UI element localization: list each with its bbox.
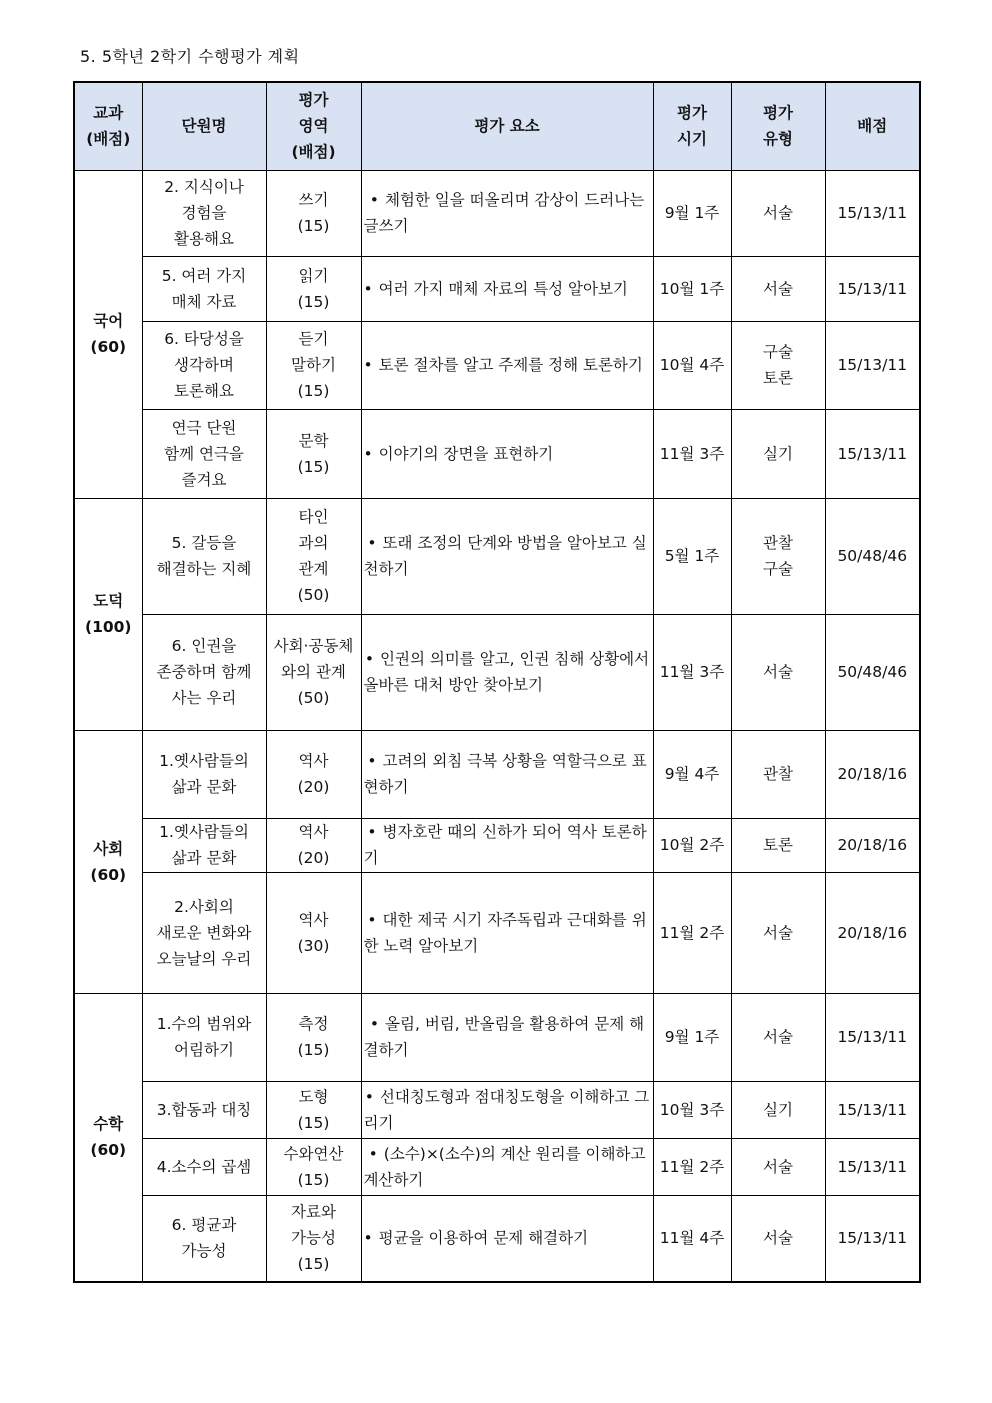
area-cell: 사회·공동체 와의 관계 (50) bbox=[266, 614, 361, 730]
header-type: 평가 유형 bbox=[731, 82, 825, 170]
element-cell bbox=[361, 1081, 653, 1138]
element-text: 올림, 버림, 반올림을 활용하여 문제 해결하기 bbox=[363, 1015, 645, 1059]
page-heading: 5. 5학년 2학기 수행평가 계획 bbox=[80, 47, 300, 66]
subject-cell: 사회 (60) bbox=[74, 730, 142, 993]
subject-cell: 수학 (60) bbox=[74, 993, 142, 1282]
element-text: 체험한 일을 떠올리며 감상이 드러나는 글쓰기 bbox=[363, 191, 645, 235]
period-cell: 9월 4주 bbox=[653, 730, 731, 818]
table-row bbox=[74, 498, 920, 614]
area-cell: 자료와 가능성 (15) bbox=[266, 1195, 361, 1282]
period-cell: 10월 2주 bbox=[653, 818, 731, 872]
table-row bbox=[74, 1081, 920, 1138]
score-cell: 20/18/16 bbox=[825, 818, 920, 872]
type-cell: 토론 bbox=[731, 818, 825, 872]
score-cell: 15/13/11 bbox=[825, 321, 920, 409]
score-cell: 20/18/16 bbox=[825, 872, 920, 993]
header-area: 평가 영역 (배점) bbox=[266, 82, 361, 170]
type-cell: 관찰 구술 bbox=[731, 498, 825, 614]
type-cell: 서술 bbox=[731, 614, 825, 730]
score-cell: 20/18/16 bbox=[825, 730, 920, 818]
table-row bbox=[74, 170, 920, 256]
unit-cell: 6. 평균과 가능성 bbox=[142, 1195, 266, 1282]
type-cell: 서술 bbox=[731, 256, 825, 321]
type-cell: 구술 토론 bbox=[731, 321, 825, 409]
unit-cell: 5. 여러 가지 매체 자료 bbox=[142, 256, 266, 321]
table-row bbox=[74, 993, 920, 1081]
table-row bbox=[74, 256, 920, 321]
period-cell: 11월 2주 bbox=[653, 1138, 731, 1195]
score-cell: 15/13/11 bbox=[825, 1081, 920, 1138]
type-cell: 서술 bbox=[731, 170, 825, 256]
unit-cell: 1.수의 범위와 어림하기 bbox=[142, 993, 266, 1081]
bullet-icon: • bbox=[363, 444, 373, 463]
score-cell: 15/13/11 bbox=[825, 256, 920, 321]
bullet-icon: • bbox=[367, 534, 377, 552]
period-cell: 9월 1주 bbox=[653, 170, 731, 256]
period-cell: 11월 4주 bbox=[653, 1195, 731, 1282]
element-cell bbox=[361, 321, 653, 409]
score-cell: 15/13/11 bbox=[825, 1138, 920, 1195]
table-row bbox=[74, 321, 920, 409]
area-cell: 문학 (15) bbox=[266, 409, 361, 498]
unit-cell: 1.옛사람들의 삶과 문화 bbox=[142, 818, 266, 872]
type-cell: 서술 bbox=[731, 872, 825, 993]
element-text: 이야기의 장면을 표현하기 bbox=[378, 444, 554, 463]
type-cell: 서술 bbox=[731, 993, 825, 1081]
bullet-icon: • bbox=[363, 279, 373, 298]
element-text: 여러 가지 매체 자료의 특성 알아보기 bbox=[378, 279, 628, 298]
period-cell: 10월 4주 bbox=[653, 321, 731, 409]
area-cell: 측정 (15) bbox=[266, 993, 361, 1081]
area-cell: 쓰기 (15) bbox=[266, 170, 361, 256]
table-row bbox=[74, 1195, 920, 1282]
area-cell: 타인 과의 관계 (50) bbox=[266, 498, 361, 614]
score-cell: 15/13/11 bbox=[825, 409, 920, 498]
subject-cell: 국어 (60) bbox=[74, 170, 142, 498]
period-cell: 10월 1주 bbox=[653, 256, 731, 321]
period-cell: 11월 3주 bbox=[653, 614, 731, 730]
bullet-icon: • bbox=[364, 1087, 374, 1106]
period-cell: 11월 2주 bbox=[653, 872, 731, 993]
area-cell: 도형 (15) bbox=[266, 1081, 361, 1138]
unit-cell: 연극 단원 함께 연극을 즐겨요 bbox=[142, 409, 266, 498]
table-body bbox=[74, 170, 920, 1282]
area-cell: 읽기 (15) bbox=[266, 256, 361, 321]
bullet-icon: • bbox=[363, 356, 373, 374]
header-score: 배점 bbox=[825, 82, 920, 170]
element-cell bbox=[361, 1138, 653, 1195]
element-cell bbox=[361, 256, 653, 321]
unit-cell: 6. 타당성을 생각하며 토론해요 bbox=[142, 321, 266, 409]
score-cell: 50/48/46 bbox=[825, 614, 920, 730]
table-row bbox=[74, 614, 920, 730]
element-text: 고려의 외침 극복 상황을 역할극으로 표현하기 bbox=[363, 752, 647, 796]
period-cell: 5월 1주 bbox=[653, 498, 731, 614]
bullet-icon: • bbox=[369, 191, 379, 209]
header-element: 평가 요소 bbox=[361, 82, 653, 170]
area-cell: 역사 (30) bbox=[266, 872, 361, 993]
table-row bbox=[74, 872, 920, 993]
area-cell: 역사 (20) bbox=[266, 730, 361, 818]
element-text: 인권의 의미를 알고, 인권 침해 상황에서 올바른 대처 방안 찾아보기 bbox=[363, 650, 650, 694]
table-row bbox=[74, 409, 920, 498]
type-cell: 서술 bbox=[731, 1138, 825, 1195]
type-cell: 관찰 bbox=[731, 730, 825, 818]
element-text: (소수)×(소수)의 계산 원리를 이해하고 계산하기 bbox=[363, 1144, 646, 1189]
element-cell bbox=[361, 1195, 653, 1282]
element-text: 선대칭도형과 점대칭도형을 이해하고 그리기 bbox=[363, 1087, 650, 1132]
element-cell bbox=[361, 614, 653, 730]
area-cell: 수와연산 (15) bbox=[266, 1138, 361, 1195]
header-period: 평가 시기 bbox=[653, 82, 731, 170]
bullet-icon: • bbox=[367, 910, 377, 929]
bullet-icon: • bbox=[364, 650, 374, 668]
element-cell bbox=[361, 409, 653, 498]
bullet-icon: • bbox=[363, 1229, 373, 1248]
bullet-icon: • bbox=[368, 1144, 378, 1163]
element-cell bbox=[361, 993, 653, 1081]
type-cell: 서술 bbox=[731, 1195, 825, 1282]
score-cell: 15/13/11 bbox=[825, 993, 920, 1081]
period-cell: 11월 3주 bbox=[653, 409, 731, 498]
element-text: 또래 조정의 단계와 방법을 알아보고 실천하기 bbox=[363, 534, 647, 578]
bullet-icon: • bbox=[367, 823, 377, 841]
period-cell: 9월 1주 bbox=[653, 993, 731, 1081]
element-cell bbox=[361, 872, 653, 993]
element-cell bbox=[361, 730, 653, 818]
element-cell bbox=[361, 498, 653, 614]
header-unit: 단원명 bbox=[142, 82, 266, 170]
type-cell: 실기 bbox=[731, 409, 825, 498]
element-cell bbox=[361, 170, 653, 256]
subject-cell: 도덕 (100) bbox=[74, 498, 142, 730]
area-cell: 듣기 말하기 (15) bbox=[266, 321, 361, 409]
score-cell: 15/13/11 bbox=[825, 1195, 920, 1282]
bullet-icon: • bbox=[367, 752, 377, 770]
unit-cell: 4.소수의 곱셈 bbox=[142, 1138, 266, 1195]
bullet-icon: • bbox=[369, 1015, 380, 1033]
period-cell: 10월 3주 bbox=[653, 1081, 731, 1138]
header-subject: 교과 (배점) bbox=[74, 82, 142, 170]
area-cell: 역사 (20) bbox=[266, 818, 361, 872]
element-cell bbox=[361, 818, 653, 872]
unit-cell: 2.사회의 새로운 변화와 오늘날의 우리 bbox=[142, 872, 266, 993]
element-text: 평균을 이용하여 문제 해결하기 bbox=[378, 1229, 589, 1248]
score-cell: 50/48/46 bbox=[825, 498, 920, 614]
table-row bbox=[74, 818, 920, 872]
element-text: 병자호란 때의 신하가 되어 역사 토론하기 bbox=[363, 823, 647, 867]
type-cell: 실기 bbox=[731, 1081, 825, 1138]
unit-cell: 6. 인권을 존중하며 함께 사는 우리 bbox=[142, 614, 266, 730]
table-row bbox=[74, 1138, 920, 1195]
score-cell: 15/13/11 bbox=[825, 170, 920, 256]
element-text: 대한 제국 시기 자주독립과 근대화를 위한 노력 알아보기 bbox=[363, 910, 647, 955]
header-row bbox=[74, 82, 920, 170]
element-text: 토론 절차를 알고 주제를 정해 토론하기 bbox=[378, 356, 643, 374]
unit-cell: 3.합동과 대칭 bbox=[142, 1081, 266, 1138]
unit-cell: 2. 지식이나 경험을 활용해요 bbox=[142, 170, 266, 256]
table-row bbox=[74, 730, 920, 818]
assessment-plan-table bbox=[73, 81, 921, 1283]
unit-cell: 1.옛사람들의 삶과 문화 bbox=[142, 730, 266, 818]
unit-cell: 5. 갈등을 해결하는 지혜 bbox=[142, 498, 266, 614]
